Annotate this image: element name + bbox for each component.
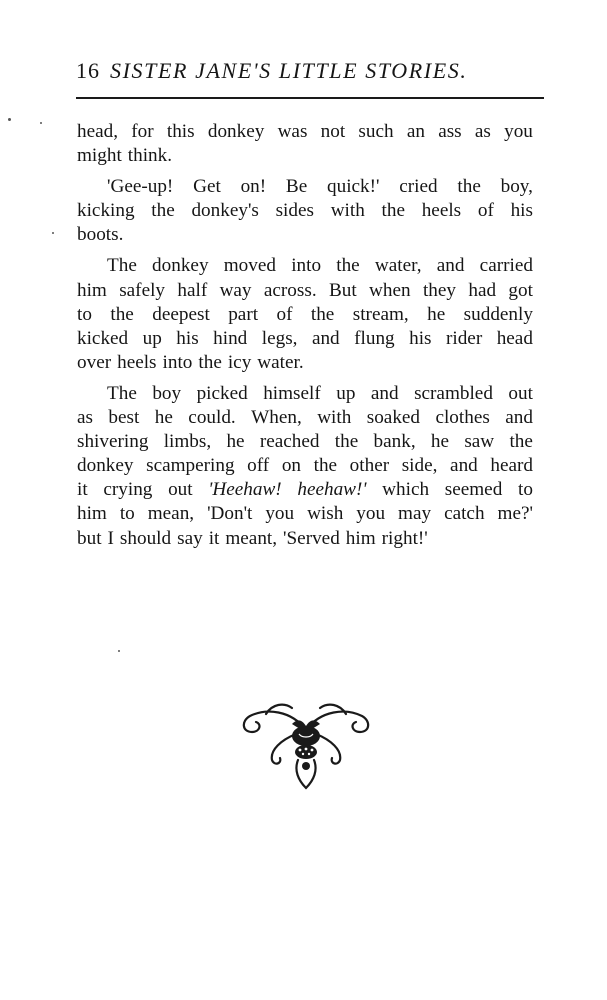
word: reached	[259, 431, 320, 453]
text-line	[77, 327, 533, 351]
word: into	[162, 351, 193, 373]
word: as	[474, 121, 491, 142]
word: kicking	[77, 200, 135, 222]
word: over	[77, 351, 112, 373]
word: water,	[374, 255, 422, 277]
word: boy	[152, 382, 182, 404]
word: heels	[117, 351, 157, 373]
word: Be	[285, 176, 308, 198]
word: his	[510, 200, 533, 222]
word: which	[382, 479, 430, 501]
page-number: 16	[76, 58, 100, 83]
text-line	[77, 454, 533, 478]
paper-speck	[8, 118, 11, 121]
paper-speck	[40, 122, 42, 124]
word: him	[345, 527, 376, 549]
word: crying	[103, 479, 153, 501]
word: up	[142, 327, 162, 349]
word: right!'	[381, 527, 428, 549]
word: 'Served	[283, 527, 340, 549]
word: up	[336, 382, 356, 404]
word: moved	[223, 255, 276, 277]
word: and	[311, 327, 340, 349]
word: such	[358, 121, 394, 142]
word: 'Heehaw!	[208, 479, 282, 501]
word: say	[177, 527, 203, 549]
word: head,	[77, 121, 119, 142]
word: into	[291, 255, 322, 277]
running-title: SISTER JANE'S LITTLE STORIES.	[110, 58, 468, 83]
word: flung	[354, 327, 395, 349]
paragraph-gap	[77, 375, 533, 382]
text-line	[77, 406, 533, 430]
word: to	[77, 303, 92, 325]
word: off	[247, 455, 270, 477]
word: 'Don't	[207, 503, 253, 525]
word: heard	[490, 455, 533, 477]
word: limbs,	[163, 431, 212, 453]
word: this	[166, 121, 195, 142]
paragraph-gap	[77, 168, 533, 175]
word: might	[77, 145, 122, 167]
word: the	[313, 455, 338, 477]
word: the	[336, 255, 360, 277]
word: head	[496, 327, 533, 349]
word: you	[265, 503, 295, 525]
word: of	[477, 200, 494, 222]
word: part	[228, 303, 259, 325]
word: meant,	[225, 527, 278, 549]
word: an	[406, 121, 425, 142]
word: himself	[263, 382, 321, 404]
text-line	[77, 254, 533, 278]
word: and	[450, 455, 478, 477]
word: mean,	[147, 503, 195, 525]
word: safely	[119, 279, 166, 301]
word: and	[436, 255, 465, 277]
word: the	[509, 431, 533, 453]
word: heels	[421, 200, 462, 222]
word: picked	[196, 382, 248, 404]
paper-speck	[118, 650, 120, 652]
text-line	[77, 303, 533, 327]
word: and	[370, 382, 399, 404]
word: wish	[307, 503, 344, 525]
word: on!	[240, 176, 267, 198]
text-line	[77, 144, 533, 168]
word: he	[154, 407, 173, 429]
word: he	[226, 431, 245, 453]
word: the	[310, 303, 335, 325]
word: out	[508, 382, 533, 404]
word: water.	[257, 351, 304, 373]
word: icy	[227, 351, 252, 373]
word: with	[330, 200, 365, 222]
word: on	[281, 455, 301, 477]
word: But	[328, 279, 357, 301]
word: rider	[445, 327, 483, 349]
word: it	[208, 527, 220, 549]
word: seemed	[444, 479, 503, 501]
word: could.	[188, 407, 236, 429]
text-line	[77, 351, 533, 375]
word: had	[468, 279, 497, 301]
word: to	[119, 503, 135, 525]
word: was	[277, 121, 308, 142]
word: the	[334, 431, 359, 453]
word: for	[131, 121, 154, 142]
body-text	[77, 120, 533, 551]
word: me?'	[497, 503, 533, 525]
word: him	[77, 279, 107, 301]
text-line	[77, 279, 533, 303]
word: shivering	[77, 431, 149, 453]
floral-ornament-icon	[236, 700, 376, 792]
word: not	[320, 121, 346, 142]
text-line	[77, 382, 533, 406]
word: side,	[401, 455, 438, 477]
word: when	[369, 279, 411, 301]
word: saw	[464, 431, 495, 453]
word: may	[398, 503, 432, 525]
word: Get	[193, 176, 221, 198]
word: his	[176, 327, 199, 349]
word: donkey's	[191, 200, 259, 222]
word: of	[276, 303, 293, 325]
word: scrambled	[414, 382, 493, 404]
word: the	[381, 200, 405, 222]
word: but	[77, 527, 102, 549]
word: you	[356, 503, 386, 525]
word: the	[110, 303, 134, 325]
word: his	[409, 327, 432, 349]
header-rule	[76, 97, 544, 99]
word: kicked	[77, 327, 129, 349]
word: with	[317, 407, 352, 429]
word: half	[177, 279, 208, 301]
word: sides	[275, 200, 314, 222]
word: out	[168, 479, 193, 501]
text-line	[77, 478, 533, 502]
word: The	[107, 382, 137, 404]
word: other	[349, 455, 390, 477]
word: 'Gee-up!	[107, 176, 174, 198]
word: ass	[438, 121, 462, 142]
word: across.	[263, 279, 317, 301]
word: the	[198, 351, 222, 373]
word: hind	[213, 327, 248, 349]
text-line	[77, 175, 533, 199]
paragraph-gap	[77, 247, 533, 254]
word: way	[219, 279, 252, 301]
word: to	[517, 479, 533, 501]
word: cried	[399, 176, 438, 198]
word: him	[77, 503, 107, 525]
word: soaked	[366, 407, 421, 429]
text-line	[77, 120, 533, 144]
word: boy,	[500, 176, 533, 198]
word: heehaw!'	[297, 479, 367, 501]
word: catch	[444, 503, 485, 525]
word: and	[505, 407, 533, 429]
word: donkey	[77, 455, 134, 477]
word: carried	[479, 255, 533, 277]
text-line	[77, 199, 533, 223]
word: they	[422, 279, 456, 301]
word: it	[77, 479, 88, 501]
paper-speck	[52, 232, 54, 234]
word: best	[108, 407, 140, 429]
word: got	[508, 279, 533, 301]
word: stream,	[352, 303, 409, 325]
word: deepest	[152, 303, 210, 325]
word: scampering	[146, 455, 235, 477]
word: think.	[127, 145, 173, 167]
word: suddenly	[463, 303, 533, 325]
text-line	[77, 223, 533, 247]
word: as	[77, 407, 93, 429]
word: the	[151, 200, 175, 222]
word: When,	[251, 407, 302, 429]
word: boots.	[77, 224, 124, 246]
word: clothes	[435, 407, 490, 429]
word: bank,	[373, 431, 416, 453]
word: legs,	[261, 327, 298, 349]
word: donkey	[207, 121, 265, 142]
word: the	[457, 176, 481, 198]
word: he	[427, 303, 446, 325]
text-line	[77, 527, 533, 551]
word: quick!'	[327, 176, 380, 198]
word: you	[504, 121, 533, 142]
text-line	[77, 430, 533, 454]
running-header	[76, 58, 546, 98]
text-line	[77, 502, 533, 526]
word: The	[107, 255, 137, 277]
word: I	[107, 527, 114, 549]
word: should	[119, 527, 172, 549]
word: donkey	[152, 255, 209, 277]
word: he	[430, 431, 450, 453]
